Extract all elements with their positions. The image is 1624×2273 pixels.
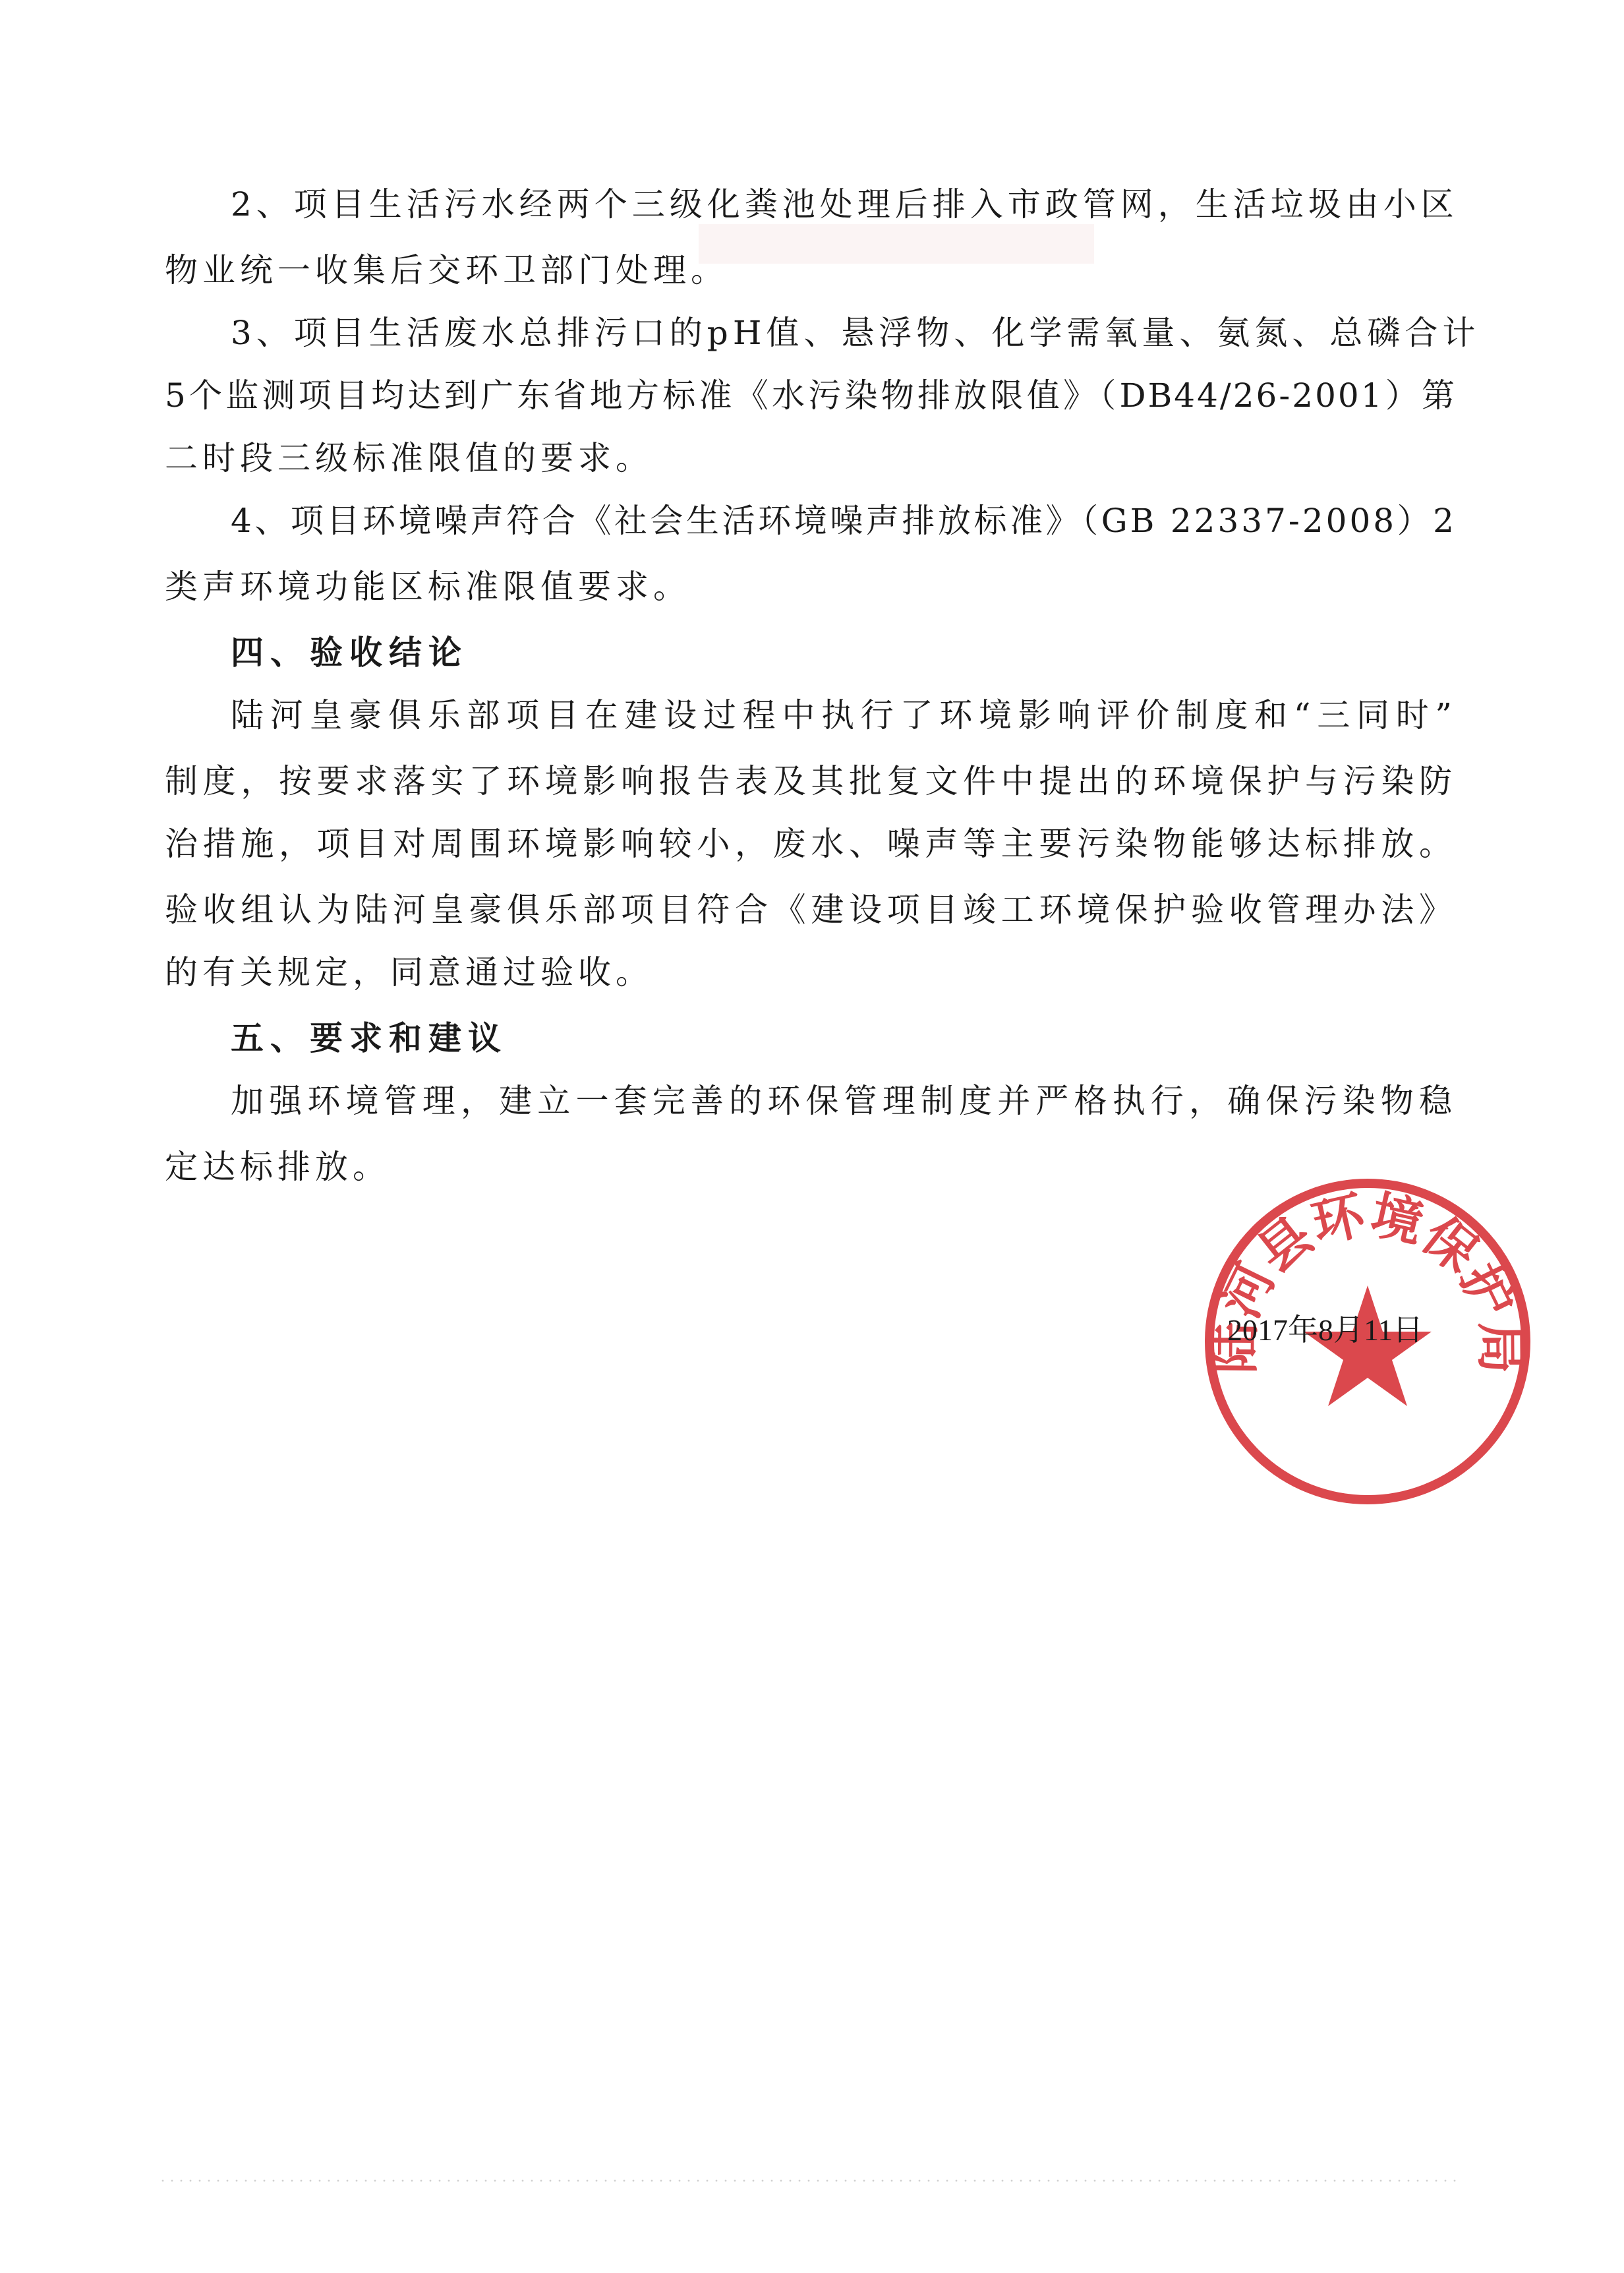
conclusion-line-3: 治措施，项目对周围环境影响较小，废水、噪声等主要污染物能够达标排放。 [165, 825, 1457, 863]
item-3-line-3: 二时段三级标准限值的要求。 [165, 439, 653, 477]
section-4-heading: 四、验收结论 [231, 633, 468, 672]
conclusion-line-2: 制度，按要求落实了环境影响报告表及其批复文件中提出的环境保护与污染防 [165, 762, 1457, 800]
item-4-line-1: 4、项目环境噪声符合《社会生活环境噪声排放标准》（GB 22337-2008）2 [231, 502, 1457, 540]
seal-text: 陆河县环境保护局 [1204, 1185, 1531, 1374]
signature-date: 2017年8月11日 [1227, 1313, 1424, 1347]
item-2-line-1: 2、项目生活污水经两个三级化粪池处理后排入市政管网，生活垃圾由小区 [231, 185, 1459, 223]
item-4-line-2: 类声环境功能区标准限值要求。 [165, 568, 691, 606]
section-5-heading: 五、要求和建议 [231, 1018, 508, 1057]
item-3-line-2: 5个监测项目均达到广东省地方标准《水污染物排放限值》（DB44/26-2001）第 [165, 376, 1457, 415]
conclusion-line-5: 的有关规定，同意通过验收。 [165, 953, 653, 991]
suggestion-line-2: 定达标排放。 [165, 1148, 390, 1186]
item-3-line-1: 3、项目生活废水总排污口的pH值、悬浮物、化学需氧量、氨氮、总磷合计 [231, 314, 1480, 352]
conclusion-line-4: 验收组认为陆河皇豪俱乐部项目符合《建设项目竣工环境保护验收管理办法》 [165, 891, 1457, 929]
conclusion-line-1: 陆河皇豪俱乐部项目在建设过程中执行了环境影响评价制度和“三同时” [231, 696, 1457, 734]
scan-artifact-dots [158, 2179, 1457, 2183]
suggestion-line-1: 加强环境管理，建立一套完善的环保管理制度并严格执行，确保污染物稳 [231, 1082, 1457, 1120]
item-2-line-2: 物业统一收集后交环卫部门处理。 [165, 251, 728, 289]
